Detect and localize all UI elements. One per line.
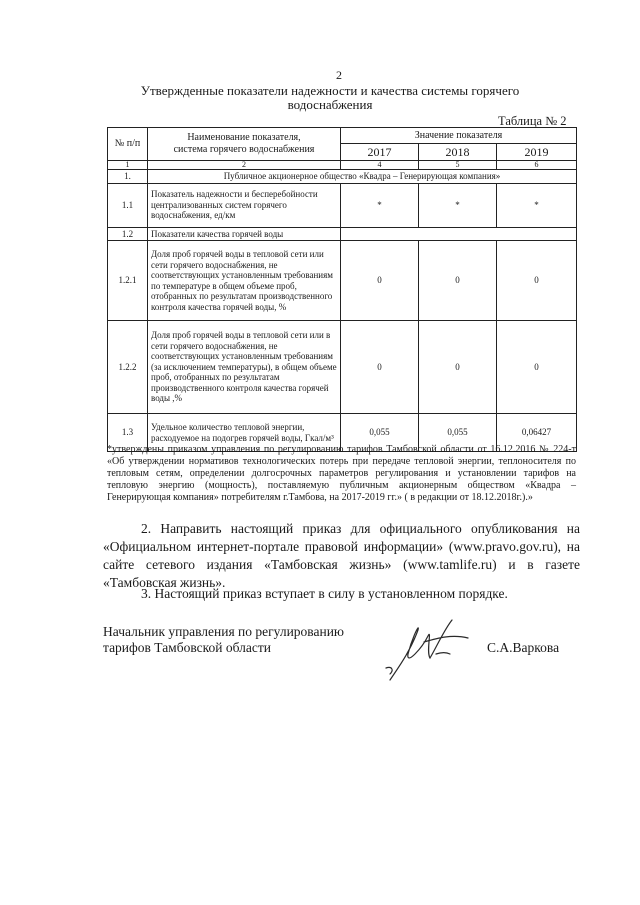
row-num: 1.2 xyxy=(108,227,148,241)
index-cell-5: 5 xyxy=(419,161,497,170)
paragraph-2: 2. Направить настоящий приказ для официального опубликования на «Официальном интернет-портале правовой информации» (www.pravo.gov.ru), на сайте сетевого издания «Тамбовская жизнь» (www.tamlife.ru) и в газете «Тамбовская жизнь». xyxy=(103,521,580,590)
header-year-2019: 2019 xyxy=(497,144,577,161)
empty-cell xyxy=(341,227,577,241)
row-num: 1. xyxy=(108,170,148,184)
value-2017: * xyxy=(341,183,419,227)
row-num: 1.1 xyxy=(108,183,148,227)
row-num: 1.2.1 xyxy=(108,241,148,321)
value-2019: * xyxy=(497,183,577,227)
value-2018: 0 xyxy=(419,241,497,321)
header-name-line-1: Наименование показателя, xyxy=(187,132,301,143)
document-title xyxy=(100,84,560,112)
page-number: 2 xyxy=(336,68,342,82)
footnote: *утверждены приказом управления по регулированию тарифов Тамбовской области от 16.12.2016 № 224-т «Об утверждении нормативов технологических потерь при передаче тепловой энергии, теплоносителя по тепловым сетям, определении долгосрочных параметров регулирования и установлении тарифов на тепловую энергию (мощность), поставляемую публичным акционерным обществом «Квадра – Генерирующая компания» потребителям г.Тамбова, на 2017-2019 гг.» ( в редакции от 18.12.2018г.).» xyxy=(107,444,576,503)
signature-image xyxy=(378,608,488,688)
header-num: № п/п xyxy=(108,128,148,161)
index-cell-6: 6 xyxy=(497,161,577,170)
table-row xyxy=(108,241,577,321)
signer-line-1: Начальник управления по регулированию xyxy=(103,624,345,639)
company-name: Публичное акционерное общество «Квадра – Генерирующая компания» xyxy=(148,170,577,184)
paragraph-3: 3. Настоящий приказ вступает в силу в установленном порядке. xyxy=(141,586,508,601)
value-2017: 0 xyxy=(341,241,419,321)
signer-title xyxy=(103,624,344,656)
row-name: Показатели качества горячей воды xyxy=(148,227,341,241)
header-name-line-2: система горячего водоснабжения xyxy=(173,144,315,155)
signer-name: С.А.Варкова xyxy=(487,640,560,655)
value-2018: 0,055 xyxy=(419,414,497,452)
row-name: Удельное количество тепловой энергии, расходуемое на подогрев горячей воды, Гкал/м³ xyxy=(148,414,341,452)
table-row xyxy=(108,183,577,227)
table-row xyxy=(108,321,577,414)
value-2018: 0 xyxy=(419,321,497,414)
value-2017: 0,055 xyxy=(341,414,419,452)
header-year-2017: 2017 xyxy=(341,144,419,161)
indicators-table xyxy=(107,127,577,452)
title-line-1: Утвержденные показатели надежности и качества системы горячего xyxy=(140,83,520,98)
value-2019: 0 xyxy=(497,321,577,414)
value-2017: 0 xyxy=(341,321,419,414)
row-name: Показатель надежности и бесперебойности централизованных систем горячего водоснабжения, ед/км xyxy=(148,183,341,227)
table-row xyxy=(108,227,577,241)
company-row xyxy=(108,170,577,184)
value-2019: 0 xyxy=(497,241,577,321)
value-2018: * xyxy=(419,183,497,227)
index-cell-4: 4 xyxy=(341,161,419,170)
index-cell-2: 2 xyxy=(148,161,341,170)
row-name: Доля проб горячей воды в тепловой сети или сети горячего водоснабжения, не соответствующих установленным требованиям по температуре в общем объеме проб, отобранных по результатам производственного контроля качества горячей воды, % xyxy=(148,241,341,321)
row-name: Доля проб горячей воды в тепловой сети или в сети горячего водоснабжения, не соответствующих установленным требованиям (за исключением температуры), в общем объеме проб, отобранных по результатам производственного контроля качества горячей воды ,% xyxy=(148,321,341,414)
header-year-2018: 2018 xyxy=(419,144,497,161)
value-2019: 0,06427 xyxy=(497,414,577,452)
table-label: Таблица № 2 xyxy=(498,114,567,128)
row-num: 1.2.2 xyxy=(108,321,148,414)
header-name xyxy=(148,128,341,161)
title-line-2: водоснабжения xyxy=(287,97,373,112)
index-cell-1: 1 xyxy=(108,161,148,170)
row-num: 1.3 xyxy=(108,414,148,452)
header-value: Значение показателя xyxy=(341,128,577,144)
signer-line-2: тарифов Тамбовской области xyxy=(103,640,271,655)
